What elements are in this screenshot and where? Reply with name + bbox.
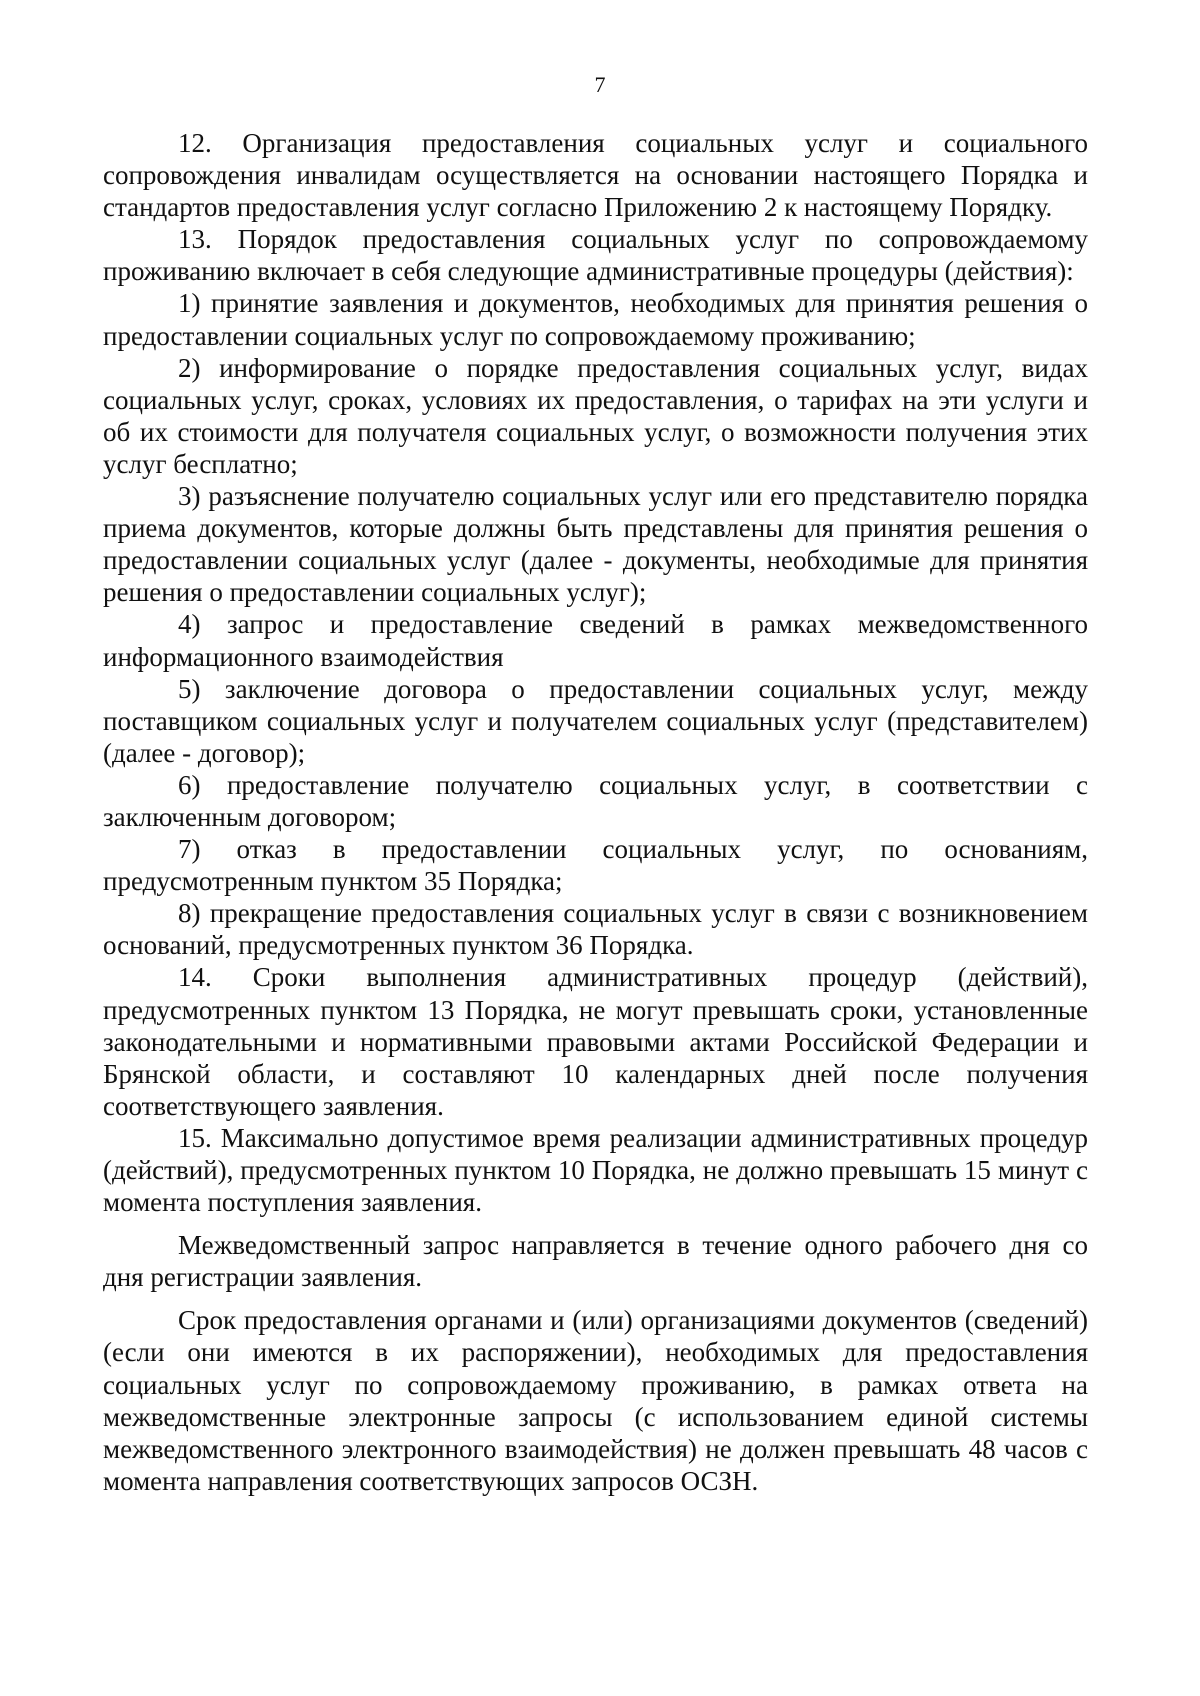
list-item: 8) прекращение предоставления социальных услуг в связи с возникновением оснований, предусмотренных пунктом 36 Порядка. <box>103 898 1088 961</box>
list-item: 1) принятие заявления и документов, необходимых для принятия решения о предоставлении социальных услуг по сопровождаемому проживанию; <box>103 288 1088 351</box>
paragraph-gap <box>103 1293 1088 1304</box>
document-body <box>103 127 1088 1497</box>
list-item: 4) запрос и предоставление сведений в рамках межведомственного информационного взаимодействия <box>103 609 1088 672</box>
list-item: 6) предоставление получателю социальных услуг, в соответствии с заключенным договором; <box>103 769 1088 832</box>
list-item: 7) отказ в предоставлении социальных услуг, по основаниям, предусмотренным пунктом 35 Порядка; <box>103 834 1088 897</box>
paragraph-12: 12. Организация предоставления социальных услуг и социального сопровождения инвалидам осуществляется на основании настоящего Порядка и стандартов предоставления услуг согласно Приложению 2 к настоящему Порядку. <box>103 128 1088 223</box>
list-item: 5) заключение договора о предоставлении социальных услуг, между поставщиком социальных услуг и получателем социальных услуг (представителем) (далее - договор); <box>103 673 1088 768</box>
list-item: 3) разъяснение получателю социальных услуг или его представителю порядка приема документов, которые должны быть представлены для принятия решения о предоставлении социальных услуг (далее - документы, необходимые для принятия решения о предоставлении социальных услуг); <box>103 481 1088 608</box>
paragraph-13: 13. Порядок предоставления социальных услуг по сопровождаемому проживанию включает в себя следующие административные процедуры (действия): <box>103 224 1088 287</box>
paragraph-gap <box>103 1218 1088 1229</box>
paragraph-interagency-request: Межведомственный запрос направляется в течение одного рабочего дня со дня регистрации заявления. <box>103 1230 1088 1293</box>
paragraph-14: 14. Сроки выполнения административных процедур (действий), предусмотренных пунктом 13 Порядка, не могут превышать сроки, установленные законодательными и нормативными правовыми актами Российской Федерации и Брянской области, и составляют 10 календарных дней после получения соответствующего заявления. <box>103 962 1088 1121</box>
list-item: 2) информирование о порядке предоставления социальных услуг, видах социальных услуг, сроках, условиях их предоставления, о тарифах на эти услуги и об их стоимости для получателя социальных услуг, о возможности получения этих услуг бесплатно; <box>103 352 1088 479</box>
page-number: 7 <box>594 72 606 97</box>
paragraph-document-deadline: Срок предоставления органами и (или) организациями документов (сведений) (если они имеются в их распоряжении), необходимых для предоставления социальных услуг по сопровождаемому проживанию, в рамках ответа на межведомственные электронные запросы (с использованием единой системы межведомственного электронного взаимодействия) не должен превышать 48 часов с момента направления соответствующих запросов ОСЗН. <box>103 1305 1088 1496</box>
paragraph-15: 15. Максимально допустимое время реализации административных процедур (действий), предусмотренных пунктом 10 Порядка, не должно превышать 15 минут с момента поступления заявления. <box>103 1122 1088 1218</box>
